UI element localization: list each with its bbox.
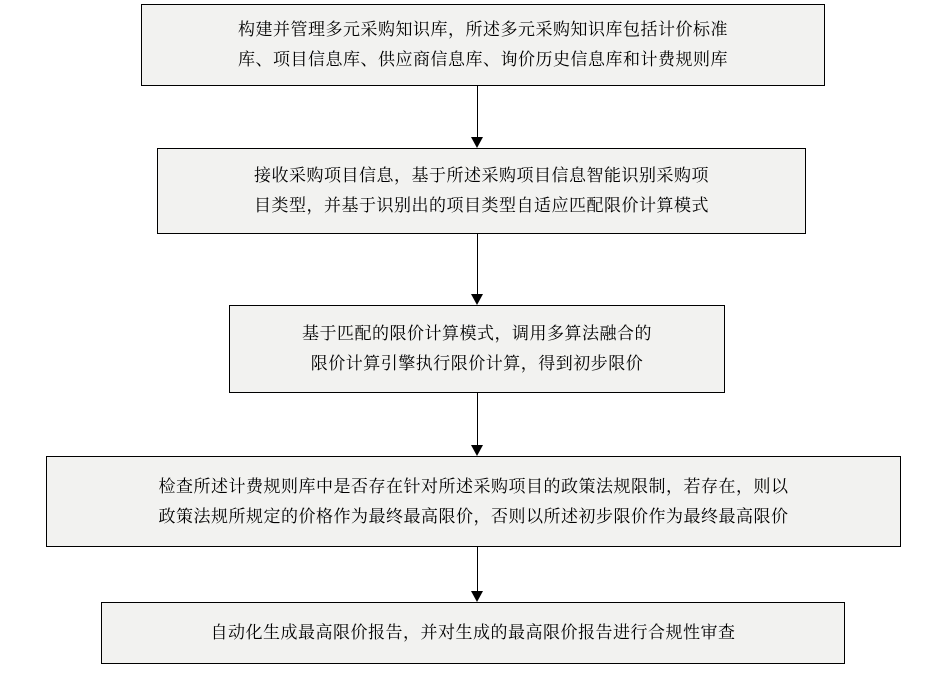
flow-node-step-4-label: 检查所述计费规则库中是否存在针对所述采购项目的政策法规限制，若存在，则以 政策法规所规定的价格作为最终最高限价，否则以所述初步限价作为最终最高限价 [158,476,789,526]
flow-connector-1 [471,86,483,148]
flow-node-step-5 [101,602,845,664]
connector-shaft [477,393,478,445]
flow-node-step-2-label: 接收采购项目信息，基于所述采购项目信息智能识别采购项 目类型，并基于识别出的项目类型自适应匹配限价计算模式 [254,166,709,215]
arrow-head-icon [471,591,483,602]
flow-connector-4 [471,547,483,602]
connector-shaft [477,86,478,137]
connector-shaft [477,234,478,294]
flow-node-step-3 [229,305,725,393]
flow-node-step-3-label: 基于匹配的限价计算模式，调用多算法融合的 限价计算引擎执行限价计算，得到初步限价 [302,324,652,373]
flow-node-step-5-label: 自动化生成最高限价报告，并对生成的最高限价报告进行合规性审查 [210,623,736,643]
flow-node-step-1-label: 构建并管理多元采购知识库，所述多元采购知识库包括计价标准 库、项目信息库、供应商信息库、询价历史信息库和计费规则库 [238,20,728,69]
flow-node-step-1 [141,4,825,86]
connector-shaft [477,547,478,591]
flow-node-step-4 [46,456,901,547]
arrow-head-icon [471,445,483,456]
flow-connector-3 [471,393,483,456]
arrow-head-icon [471,294,483,305]
flow-node-step-2 [157,148,806,234]
flow-connector-2 [471,234,483,305]
arrow-head-icon [471,137,483,148]
